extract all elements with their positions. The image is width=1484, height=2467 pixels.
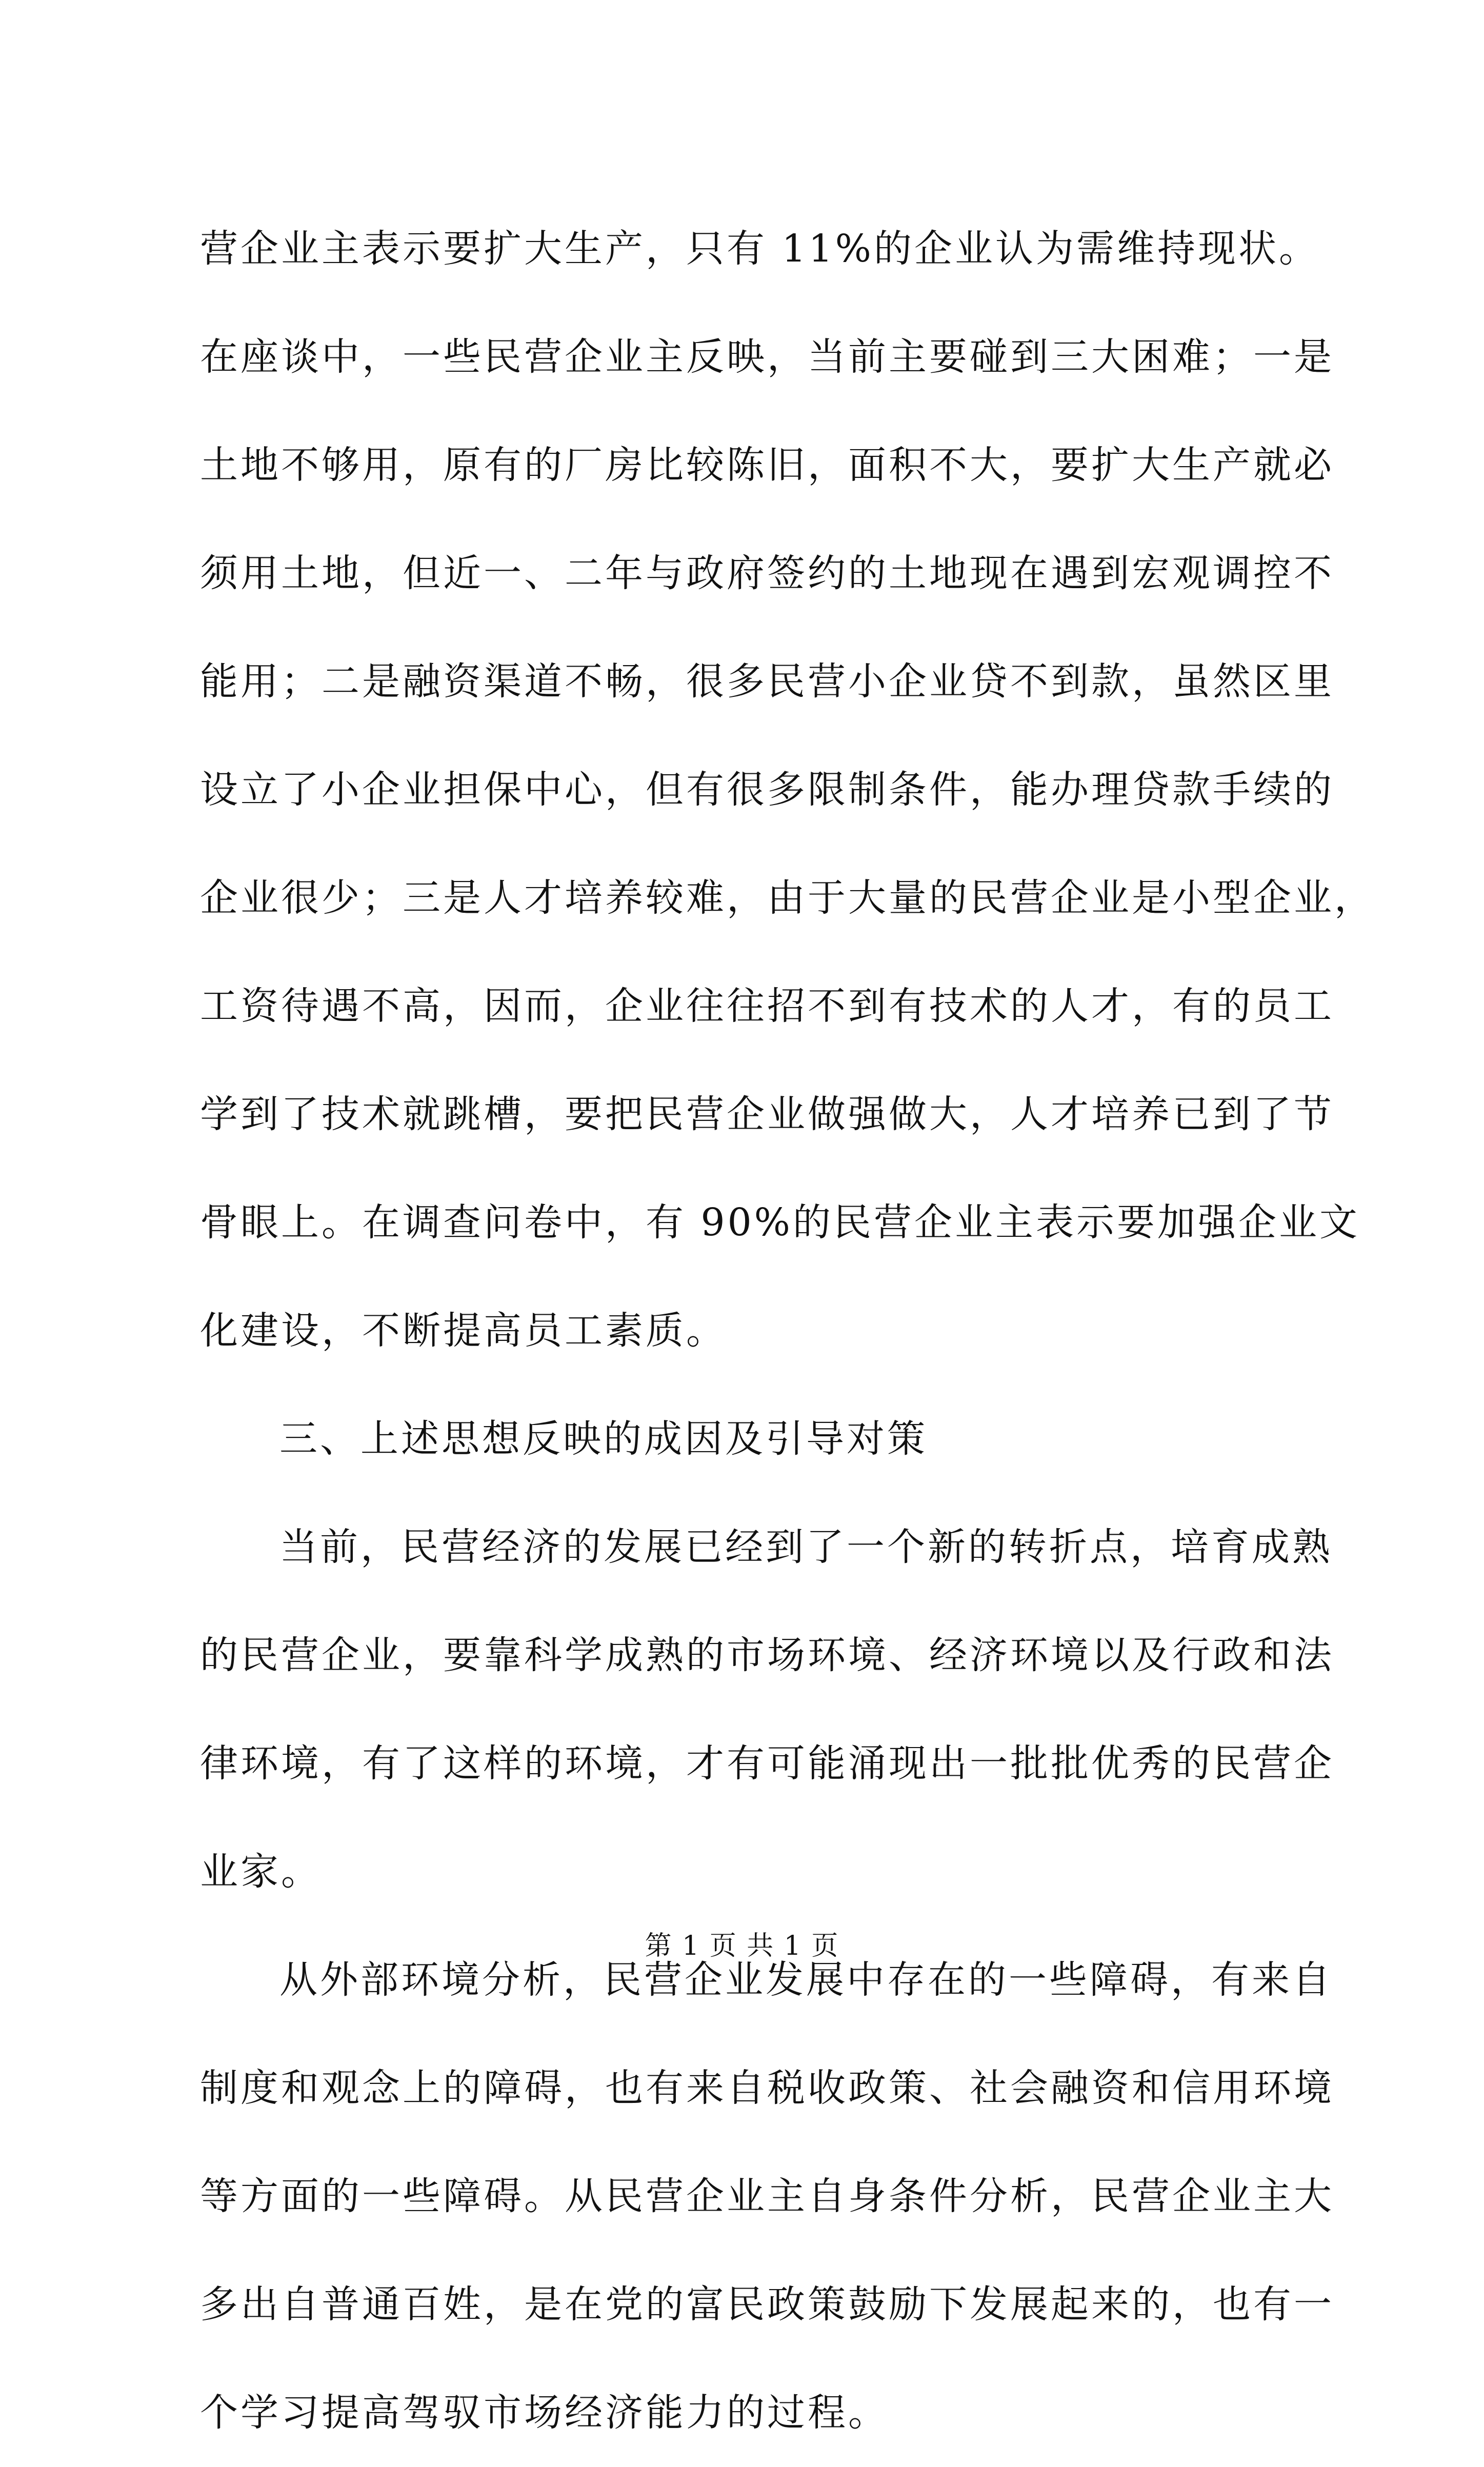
text-line: 须用土地，但近一、二年与政府签约的土地现在遇到宏观调控不 <box>200 551 1334 595</box>
section-heading: 三、上述思想反映的成因及引导对策 <box>279 1417 928 1461</box>
text-line: 工资待遇不高，因而，企业往往招不到有技术的人才，有的员工 <box>200 984 1334 1028</box>
text-line: 制度和观念上的障碍，也有来自税收政策、社会融资和信用环境 <box>200 2066 1334 2110</box>
text-line: 从外部环境分析，民营企业发展中存在的一些障碍，有来自 <box>279 1958 1333 2002</box>
page-number-footer: 第 1 页 共 1 页 <box>645 1931 839 1961</box>
text-line: 营企业主表示要扩大生产，只有 11%的企业认为需维持现状。 <box>200 227 1319 271</box>
document-body <box>200 195 1375 2467</box>
text-line: 律环境，有了这样的环境，才有可能涌现出一批批优秀的民营企 <box>200 1741 1334 1786</box>
text-line: 业家。 <box>200 1850 322 1894</box>
text-line: 设立了小企业担保中心，但有很多限制条件，能办理贷款手续的 <box>200 768 1334 812</box>
text-line: 学到了技术就跳槽，要把民营企业做强做大，人才培养已到了节 <box>200 1092 1334 1136</box>
text-line: 个学习提高驾驭市场经济能力的过程。 <box>200 2391 889 2435</box>
text-line: 的民营企业，要靠科学成熟的市场环境、经济环境以及行政和法 <box>200 1633 1334 1677</box>
text-line: 等方面的一些障碍。从民营企业主自身条件分析，民营企业主大 <box>200 2174 1334 2218</box>
text-line: 骨眼上。在调查问卷中，有 90%的民营企业主表示要加强企业文 <box>200 1200 1360 1245</box>
text-line: 当前，民营经济的发展已经到了一个新的转折点，培育成熟 <box>279 1525 1333 1569</box>
text-line: 化建设，不断提高员工素质。 <box>200 1309 727 1353</box>
text-line: 在座谈中，一些民营企业主反映，当前主要碰到三大困难；一是 <box>200 335 1334 379</box>
text-line: 多出自普通百姓，是在党的富民政策鼓励下发展起来的，也有一 <box>200 2282 1334 2326</box>
text-line: 土地不够用，原有的厂房比较陈旧，面积不大，要扩大生产就必 <box>200 443 1334 487</box>
text-line: 企业很少；三是人才培养较难，由于大量的民营企业是小型企业， <box>200 876 1375 920</box>
text-line: 能用；二是融资渠道不畅，很多民营小企业贷不到款，虽然区里 <box>200 659 1334 704</box>
